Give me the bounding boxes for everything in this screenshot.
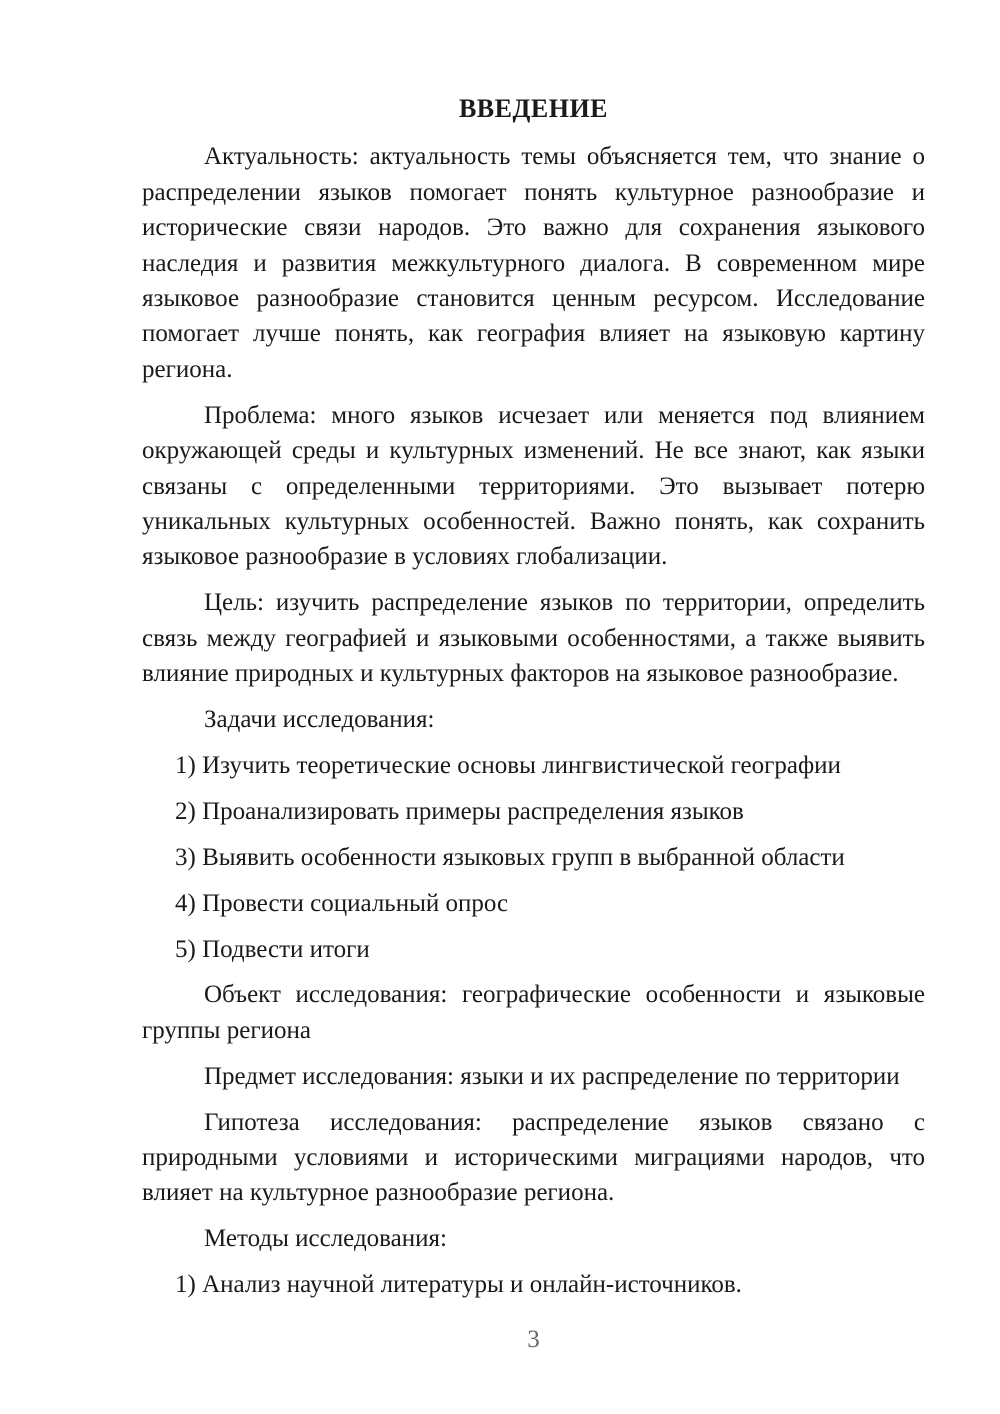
task-list-item-3: 3) Выявить особенности языковых групп в выбранной области — [175, 843, 845, 871]
paragraph-obekt: Объект исследования: географические особенности и языковые группы региона — [142, 981, 925, 1044]
task-list-item-4: 4) Провести социальный опрос — [175, 889, 509, 917]
paragraph-tsel: Цель: изучить распределение языков по территории, определить связь между географией и языковыми особенностями, а также выявить влияние природных и культурных факторов на языковое разнообразие. — [142, 589, 925, 688]
paragraph-problema: Проблема: много языков исчезает или меняется под влиянием окружающей среды и культурных изменений. Не все знают, как языки связаны с определенными территориями. Это вызывает потерю уникальных культурных особенностей. Важно понять, как сохранить языковое разнообразие в условиях глобализации. — [142, 401, 925, 571]
task-list-item-5: 5) Подвести итоги — [175, 935, 370, 963]
paragraph-zadachi-heading: Задачи исследования: — [204, 706, 435, 733]
task-list-item-2: 2) Проанализировать примеры распределения языков — [175, 797, 744, 825]
document-body — [142, 0, 925, 1313]
method-list-item-1: 1) Анализ научной литературы и онлайн-источников. — [175, 1271, 742, 1299]
paragraph-aktualnost: Актуальность: актуальность темы объясняется тем, что знание о распределении языков помогает понять культурное разнообразие и исторические связи народов. Это важно для сохранения языкового наследия и развития межкультурного диалога. В современном мире языковое разнообразие становится ценным ресурсом. Исследование помогает лучше понять, как география влияет на языковую картину региона. — [142, 143, 925, 383]
paragraph-gipoteza: Гипотеза исследования: распределение языков связано с природными условиями и историческими миграциями народов, что влияет на культурное разнообразие региона. — [142, 1108, 925, 1207]
task-list-item-1: 1) Изучить теоретические основы лингвистической географии — [175, 751, 841, 779]
paragraph-predmet: Предмет исследования: языки и их распределение по территории — [204, 1062, 900, 1090]
paragraph-metody-heading: Методы исследования: — [204, 1225, 447, 1253]
page-number: 3 — [527, 1326, 540, 1353]
page-title: ВВЕДЕНИЕ — [458, 94, 609, 123]
